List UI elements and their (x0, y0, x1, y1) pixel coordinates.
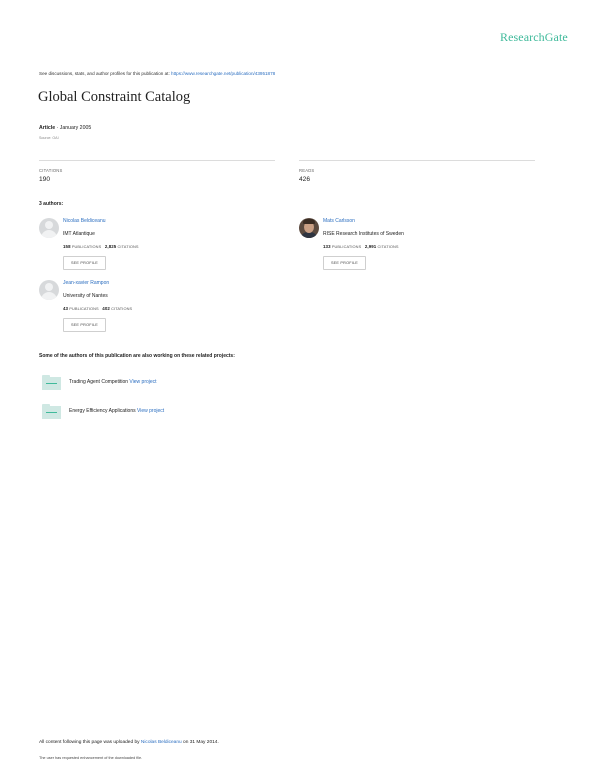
citations-label: CITATIONS (377, 244, 399, 249)
authors-heading: 3 authors: (39, 201, 64, 207)
view-project-link[interactable]: View project (137, 408, 165, 414)
author-name[interactable]: Mats Carlsson (323, 218, 355, 224)
see-profile-button[interactable]: SEE PROFILE (63, 318, 106, 332)
citations-count: 402 (102, 306, 110, 311)
citations-count: 2,991 (364, 244, 377, 249)
citations-label: CITATIONS (39, 168, 63, 173)
reads-label: READS (299, 168, 315, 173)
projects-heading: Some of the authors of this publication are also working on these related projects: (39, 353, 235, 359)
reads-value: 426 (299, 176, 311, 183)
author-name[interactable]: Nicolas Beldiceanu (63, 218, 106, 224)
upload-note (39, 740, 219, 745)
author-stats (63, 244, 139, 249)
publications-count: 158 (63, 244, 71, 249)
meta-separator: · (56, 125, 60, 131)
author-institution: University of Nantes (63, 293, 108, 299)
project-folder-icon (42, 375, 61, 390)
publications-label: PUBLICATIONS (331, 244, 362, 249)
publication-link[interactable]: https://www.researchgate.net/publication/43951878 (171, 71, 276, 76)
enhancement-note: The user has requested enhancement of the downloaded file. (39, 756, 143, 760)
see-profile-button[interactable]: SEE PROFILE (323, 256, 366, 270)
publications-label: PUBLICATIONS (69, 306, 99, 311)
author-stats (63, 306, 132, 311)
author-stats (323, 244, 399, 249)
article-type: Article (39, 125, 56, 131)
publications-label: PUBLICATIONS (71, 244, 102, 249)
avatar-placeholder-icon[interactable] (39, 218, 59, 238)
project-name: Trading Agent Competition (69, 379, 129, 385)
citations-value: 190 (39, 176, 51, 183)
avatar-photo-icon[interactable] (299, 218, 319, 238)
article-date: January 2005 (59, 125, 92, 131)
source-note: Source: OAI (39, 136, 59, 140)
uploader-link[interactable]: Nicolas Beldiceanu (140, 740, 182, 745)
page-title: Global Constraint Catalog (38, 89, 191, 105)
citations-label: CITATIONS (117, 244, 139, 249)
project-text (69, 379, 157, 385)
author-name[interactable]: Jean-xavier Rampon (63, 280, 110, 286)
view-project-link[interactable]: View project (129, 379, 157, 385)
citations-label: CITATIONS (111, 306, 133, 311)
author-institution: RISE Research Institutes of Sweden (323, 231, 404, 237)
publications-count: 133 (323, 244, 331, 249)
article-meta (39, 125, 91, 131)
researchgate-logo[interactable]: ResearchGate (500, 30, 568, 44)
upload-date: on 31 May 2014. (183, 740, 219, 745)
project-name: Energy Efficiency Applications (69, 408, 136, 414)
upload-prefix: All content following this page was uploaded by (39, 740, 140, 745)
discussion-prefix: See discussions, stats, and author profiles for this publication at: (39, 71, 170, 76)
project-folder-icon (42, 404, 61, 419)
author-institution: IMT Atlantique (63, 231, 95, 237)
discussion-line (39, 71, 275, 76)
divider-reads (299, 160, 535, 161)
project-text (69, 408, 164, 414)
publications-count: 43 (63, 306, 69, 311)
avatar-placeholder-icon[interactable] (39, 280, 59, 300)
see-profile-button[interactable]: SEE PROFILE (63, 256, 106, 270)
citations-count: 2,825 (104, 244, 117, 249)
divider-citations (39, 160, 275, 161)
